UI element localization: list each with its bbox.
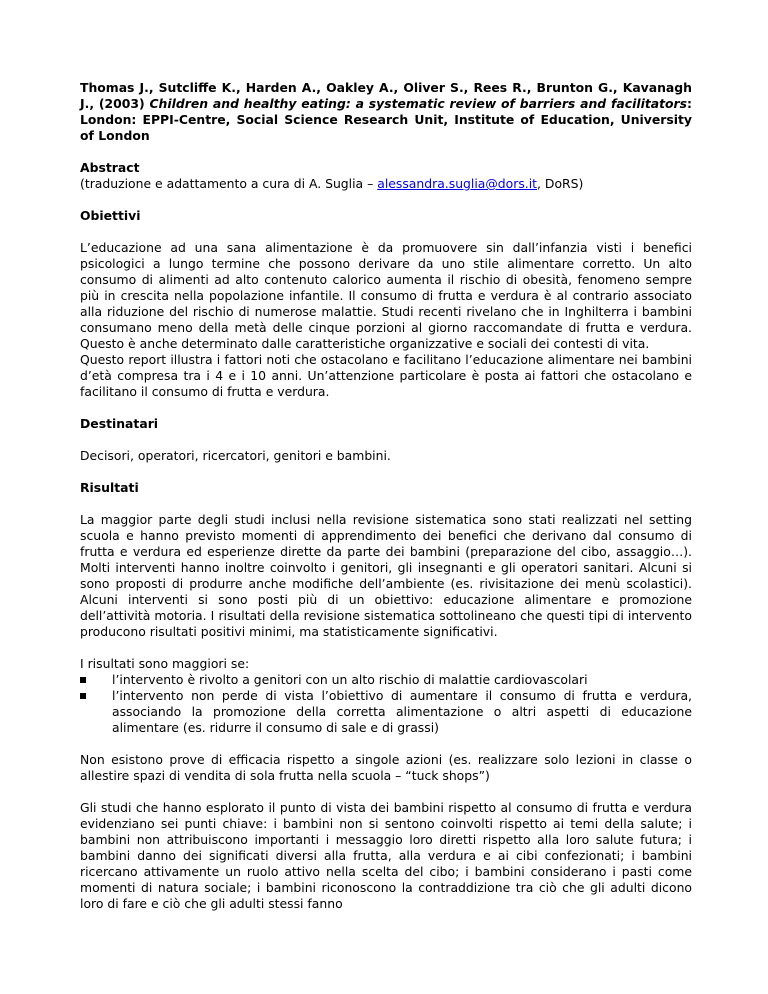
- risultati-paragraph-1: La maggior parte degli studi inclusi nella revisione sistematica sono stati realizzati nel setting scuola e hanno previsto momenti di apprendimento dei benefici che derivano dal consumo di frutta e verdura ed esperienze dirette da parte dei bambini (preparazione del cibo, assaggio…). Molti interventi hanno inoltre coinvolto i genitori, gli insegnanti e gli operatori sanitari. Alcuni si sono proposti di produrre anche modifiche dell’ambiente (es. rivisitazione dei menù scolastici). Alcuni interventi si sono posti più di un obiettivo: educazione alimentare e promozione dell’attività motoria. I risultati della revisione sistematica sottolineano che questi tipi di intervento producono risultati positivi minimi, ma statisticamente significativi.: [80, 512, 692, 639]
- abstract-heading: Abstract: [80, 160, 140, 175]
- risultati-bullet-list: [80, 672, 692, 736]
- square-bullet-icon: [80, 693, 86, 699]
- square-bullet-icon: [80, 677, 86, 683]
- email-link[interactable]: alessandra.suglia@dors.it: [377, 176, 538, 191]
- risultati-list-intro: I risultati sono maggiori se:: [80, 656, 250, 671]
- destinatari-paragraph: Decisori, operatori, ricercatori, genitori e bambini.: [80, 448, 391, 463]
- obiettivi-paragraph-1: L’educazione ad una sana alimentazione è da promuovere sin dall’infanzia visti i benefici psicologici a lungo termine che possono derivare da uno stile alimentare corretto. Un alto consumo di alimenti ad alto contenuto calorico aumenta il rischio di obesità, fenomeno sempre più in crescita nella popolazione infantile. Il consumo di frutta e verdura è al contrario associato alla riduzione del rischio di numerose malattie. Studi recenti rivelano che in Inghilterra i bambini consumano meno della metà delle cinque porzioni al giorno raccomandate di frutta e verdura. Questo è anche determinato dalle caratteristiche organizzative e sociali dei contesti di vita.: [80, 240, 692, 351]
- citation-title: Children and healthy eating: a systematic review of barriers and facilitators: [149, 96, 688, 111]
- citation: [80, 80, 692, 144]
- citation-authors: Thomas J., Sutcliffe K., Harden A., Oakley A., Oliver S., Rees R., Brunton G., Kavanagh J., (2003): [80, 80, 692, 111]
- citation-publisher: : London: EPPI-Centre, Social Science Research Unit, Institute of Education, University of London: [80, 96, 692, 143]
- credit-suffix: , DoRS): [537, 176, 584, 191]
- destinatari-heading: Destinatari: [80, 416, 159, 431]
- risultati-paragraph-2: Non esistono prove di efficacia rispetto a singole azioni (es. realizzare solo lezioni in classe o allestire spazi di vendita di sola frutta nella scuola – “tuck shops”): [80, 752, 692, 783]
- bullet-text: l’intervento non perde di vista l’obiettivo di aumentare il consumo di frutta e verdura, associando la promozione della corretta alimentazione o altri aspetti di educazione alimentare (es. ridurre il consumo di sale e di grassi): [112, 688, 692, 735]
- obiettivi-paragraph-2: Questo report illustra i fattori noti che ostacolano e facilitano l’educazione alimentare nei bambini d’età compresa tra i 4 e i 10 anni. Un’attenzione particolare è posta ai fattori che ostacolano e facilitano il consumo di frutta e verdura.: [80, 352, 692, 399]
- bullet-text: l’intervento è rivolto a genitori con un alto rischio di malattie cardiovascolari: [112, 672, 588, 687]
- document-page: [80, 80, 692, 912]
- risultati-paragraph-3: Gli studi che hanno esplorato il punto di vista dei bambini rispetto al consumo di frutta e verdura evidenziano sei punti chiave: i bambini non si sentono coinvolti rispetto ai temi della salute; i bambini non attribuiscono importanti i messaggio loro diretti rispetto alla loro salute futura; i bambini danno dei significati diversi alla frutta, alla verdura e ai cibi confezionati; i bambini ricercano attivamente un ruolo attivo nella scelta del cibo; i bambini considerano i pasti come momenti di natura sociale; i bambini riconoscono la contraddizione tra ciò che gli adulti dicono loro di fare e ciò che gli adulti stessi fanno: [80, 800, 692, 911]
- abstract-credit: [80, 176, 692, 192]
- list-item: [80, 688, 692, 736]
- list-item: [80, 672, 692, 688]
- credit-prefix: (traduzione e adattamento a cura di A. Suglia –: [80, 176, 378, 191]
- obiettivi-heading: Obiettivi: [80, 208, 141, 223]
- risultati-heading: Risultati: [80, 480, 139, 495]
